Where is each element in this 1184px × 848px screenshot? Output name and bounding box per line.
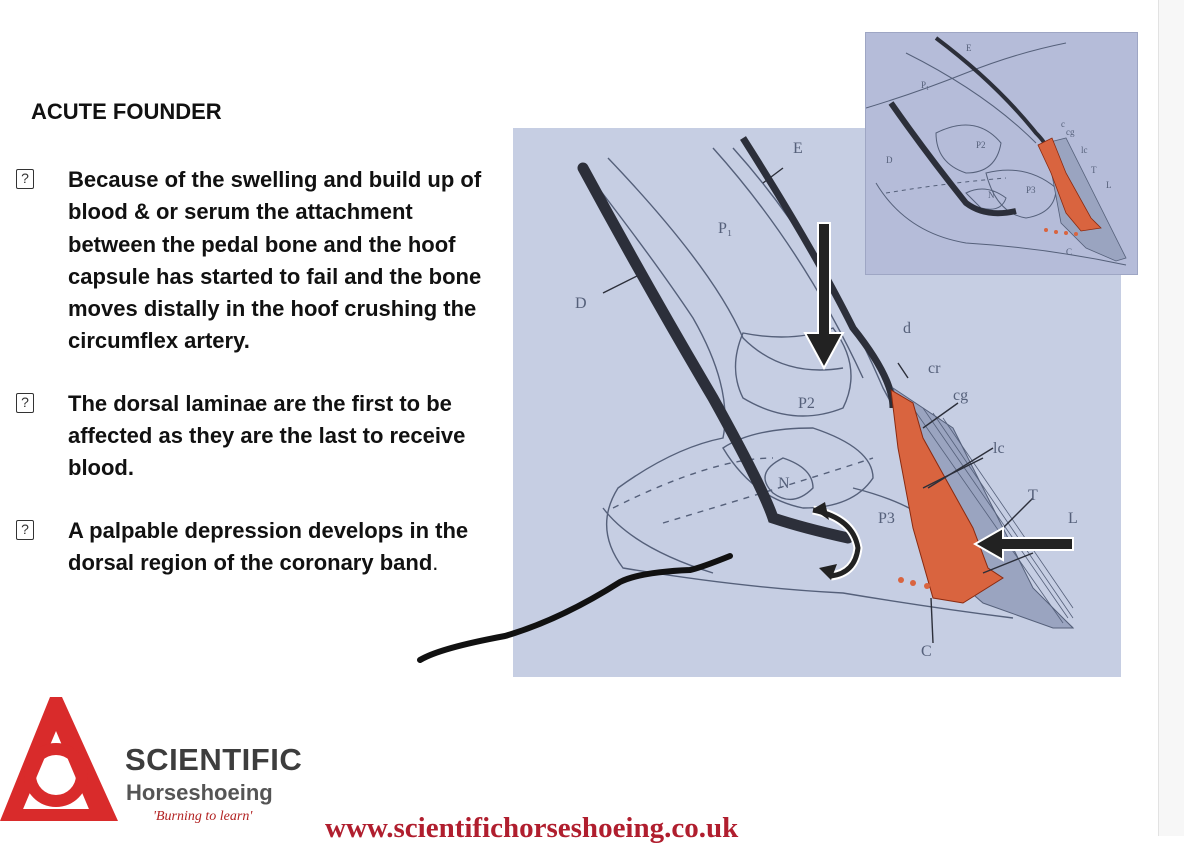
label-p3: P3 (878, 510, 895, 527)
placeholder-icon: ? (16, 520, 34, 540)
label-l: L (1068, 510, 1078, 527)
inset-label-d: D (886, 155, 893, 165)
placeholder-icon: ? (16, 393, 34, 413)
brand-subname: Horseshoeing (126, 780, 273, 805)
scientific-horseshoeing-logo-icon (0, 697, 120, 827)
label-d-lower: d (903, 320, 911, 337)
bullet-tail: . (432, 549, 439, 575)
label-lc: lc (993, 440, 1005, 457)
label-d-upper: D (575, 295, 587, 312)
hoof-inset-svg (866, 33, 1139, 276)
inset-label-e: E (966, 43, 972, 53)
brand-name: SCIENTIFIC (125, 742, 303, 777)
bullet-list (16, 164, 496, 579)
bullet-item (16, 164, 496, 358)
inset-label-c-small: c (1061, 119, 1065, 129)
label-p2: P2 (798, 395, 815, 412)
placeholder-icon: ? (16, 169, 34, 189)
label-e: E (793, 140, 803, 157)
bullet-text: The dorsal laminae are the first to be affected as they are the last to receive blood. (68, 390, 466, 481)
scrollbar[interactable] (1158, 0, 1184, 836)
bullet-text: Because of the swelling and build up of blood & or serum the attachment between the pedal bone and the hoof capsule has started to fail and the bone moves distally in the hoof crushing the circumflex artery. (68, 167, 482, 354)
label-t: T (1028, 487, 1038, 504)
inset-label-t: T (1091, 165, 1097, 175)
label-c: C (921, 643, 932, 660)
bullet-text: A palpable depression develops in the dorsal region of the coronary band (68, 517, 469, 575)
inset-label-c: C (1066, 247, 1073, 257)
inset-label-l: L (1106, 180, 1112, 190)
inset-label-p2: P2 (976, 140, 986, 150)
inset-label-lc: lc (1081, 145, 1088, 155)
label-cr: cr (928, 360, 941, 377)
website-link[interactable]: www.scientifichorseshoeing.co.uk (325, 812, 739, 844)
brand-tagline: 'Burning to learn' (153, 809, 253, 824)
label-cg: cg (953, 387, 969, 404)
inset-label-p1: P₁ (921, 80, 930, 90)
label-p1: P₁ (718, 220, 733, 237)
bullet-item (16, 515, 496, 580)
slide-title: ACUTE FOUNDER (31, 99, 222, 124)
label-n: N (778, 475, 790, 492)
inset-label-p3: P3 (1026, 185, 1036, 195)
inset-label-cg: cg (1066, 127, 1075, 137)
bullet-item (16, 388, 496, 485)
inset-label-n: N (988, 190, 995, 200)
hoof-diagram-inset (865, 32, 1138, 275)
